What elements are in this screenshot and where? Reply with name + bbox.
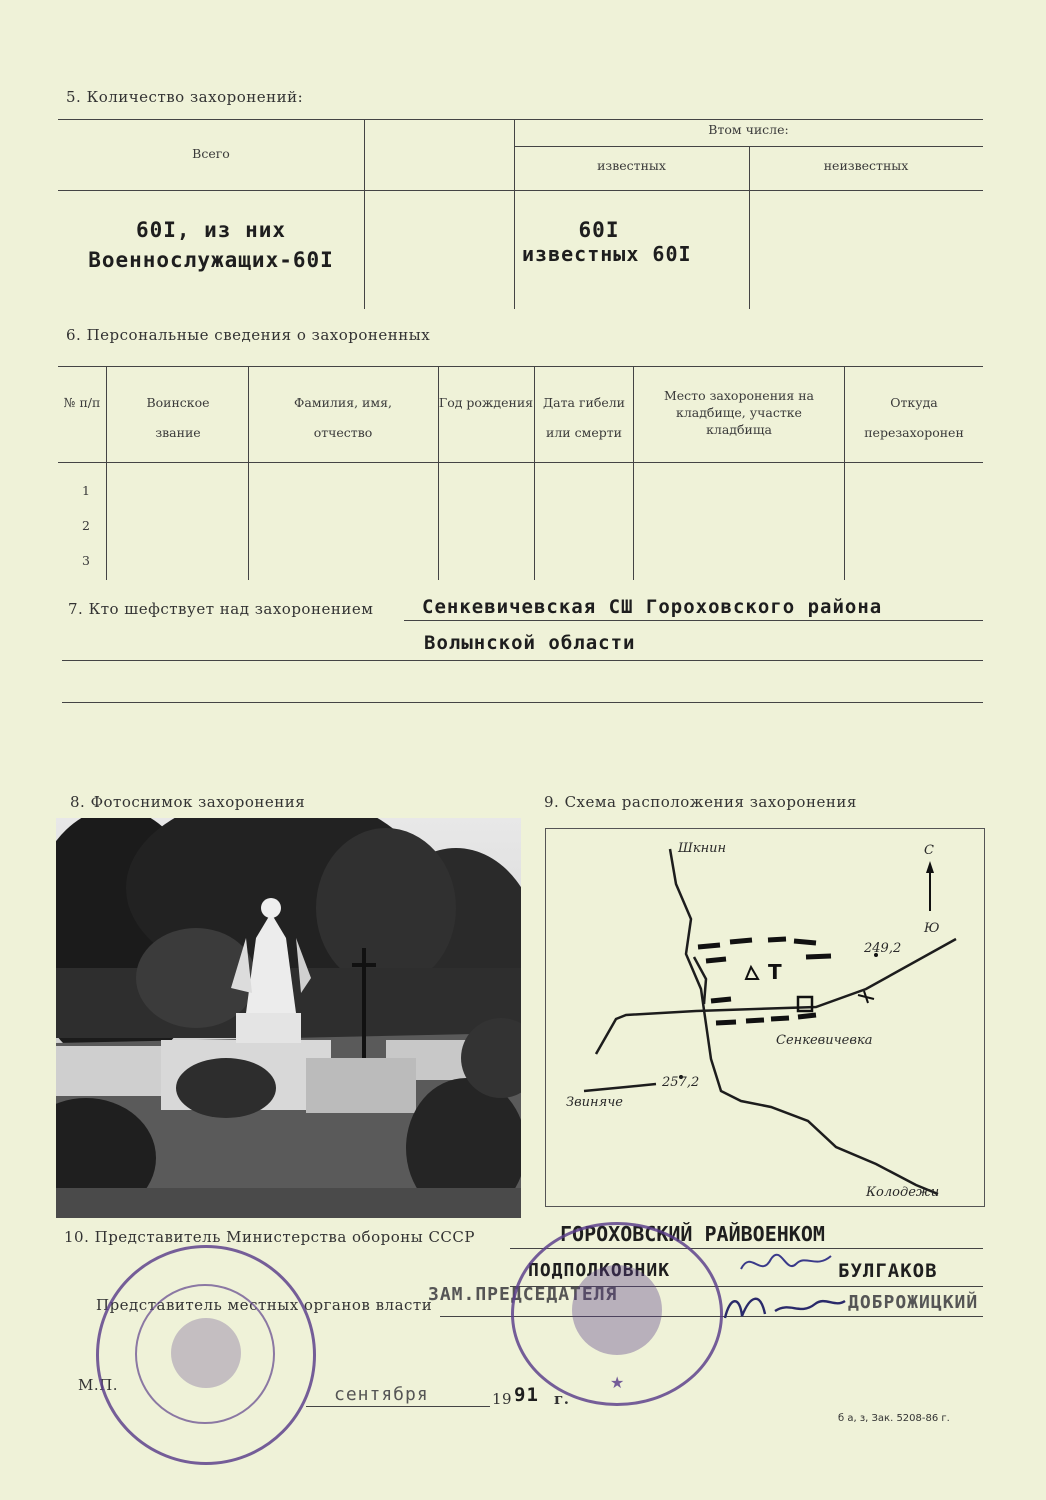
header-birth-year: Год рождения [438,395,534,410]
map-place-zvinyache: Звиняче [566,1095,623,1110]
date-month: сентября [334,1384,429,1405]
table-row-3: 3 [82,553,90,568]
col-known-header: известных [597,158,666,173]
header-reburied-from: Откуда перезахоронен [864,395,964,440]
known-value-line2: известных 60I [522,242,692,266]
section10-title: 10. Представитель Министерства обороны СССР [64,1228,475,1246]
total-value-line1: 60I, из них [135,218,287,242]
signature-dobrozhitsky [720,1286,850,1330]
section5-title: 5. Количество захоронений: [66,88,304,106]
print-code: б а, з, Зак. 5208-86 г. [838,1413,950,1424]
military-office-stamp: ★ [511,1222,723,1406]
mod-office: ГОРОХОВСКИЙ РАЙВОЕНКОМ [560,1222,825,1246]
map-height-257: 257,2 [662,1075,700,1090]
date-year-prefix: 19 [492,1390,513,1408]
header-fullname: Фамилия, имя, отчество [294,395,392,440]
district-council-stamp [96,1245,316,1465]
known-value-line1: 60I [578,218,620,242]
seal-place-label: М.П. [78,1376,118,1394]
section6-title: 6. Персональные сведения о захороненных [66,326,431,344]
header-rank: Воинское звание [146,395,210,440]
mod-name: БУЛГАКОВ [838,1260,938,1282]
section7-title: 7. Кто шефствует над захоронением [68,600,374,618]
col-incl-header: Втом числе: [708,122,789,137]
mod-rank: ПОДПОЛКОВНИК [528,1260,671,1281]
section9-title: 9. Схема расположения захоронения [544,793,857,811]
total-value-line2: Военнослужащих-60I [88,248,334,272]
map-south-label: Ю [924,921,940,936]
local-position: ЗАМ.ПРЕДСЕДАТЕЛЯ [428,1284,618,1305]
table-row-1: 1 [82,483,90,498]
header-burial-place: Место захоронения на кладбище, участке кладбища [663,388,815,437]
map-north-label: С [924,843,934,858]
header-num: № п/п [63,395,101,410]
map-place-senkevichevka: Сенкевичевка [776,1033,873,1048]
col-total-header: Всего [192,146,230,161]
local-name: ДОБРОЖИЦКИЙ [848,1292,979,1313]
map-height-249: 249,2 [864,941,902,956]
signature-bulgakov [736,1244,836,1284]
patron-line1: Сенкевичевская СШ Гороховского района [422,596,883,618]
col-unknown-header: неизвестных [823,158,909,173]
map-place-shkin: Шкнин [678,841,727,856]
header-death-date: Дата гибели или смерти [542,395,626,440]
local-authority-label: Представитель местных органов власти [96,1296,433,1314]
burial-photo [56,818,521,1218]
patron-line2: Волынской области [424,632,636,654]
burial-scheme-map [545,828,985,1207]
table-row-2: 2 [82,518,90,533]
svg-text:T: T [768,960,782,984]
map-place-kolodezhi: Колодежи [866,1185,940,1200]
date-year: 91 [514,1384,539,1406]
section8-title: 8. Фотоснимок захоронения [70,793,306,811]
date-suffix: г. [554,1390,570,1408]
